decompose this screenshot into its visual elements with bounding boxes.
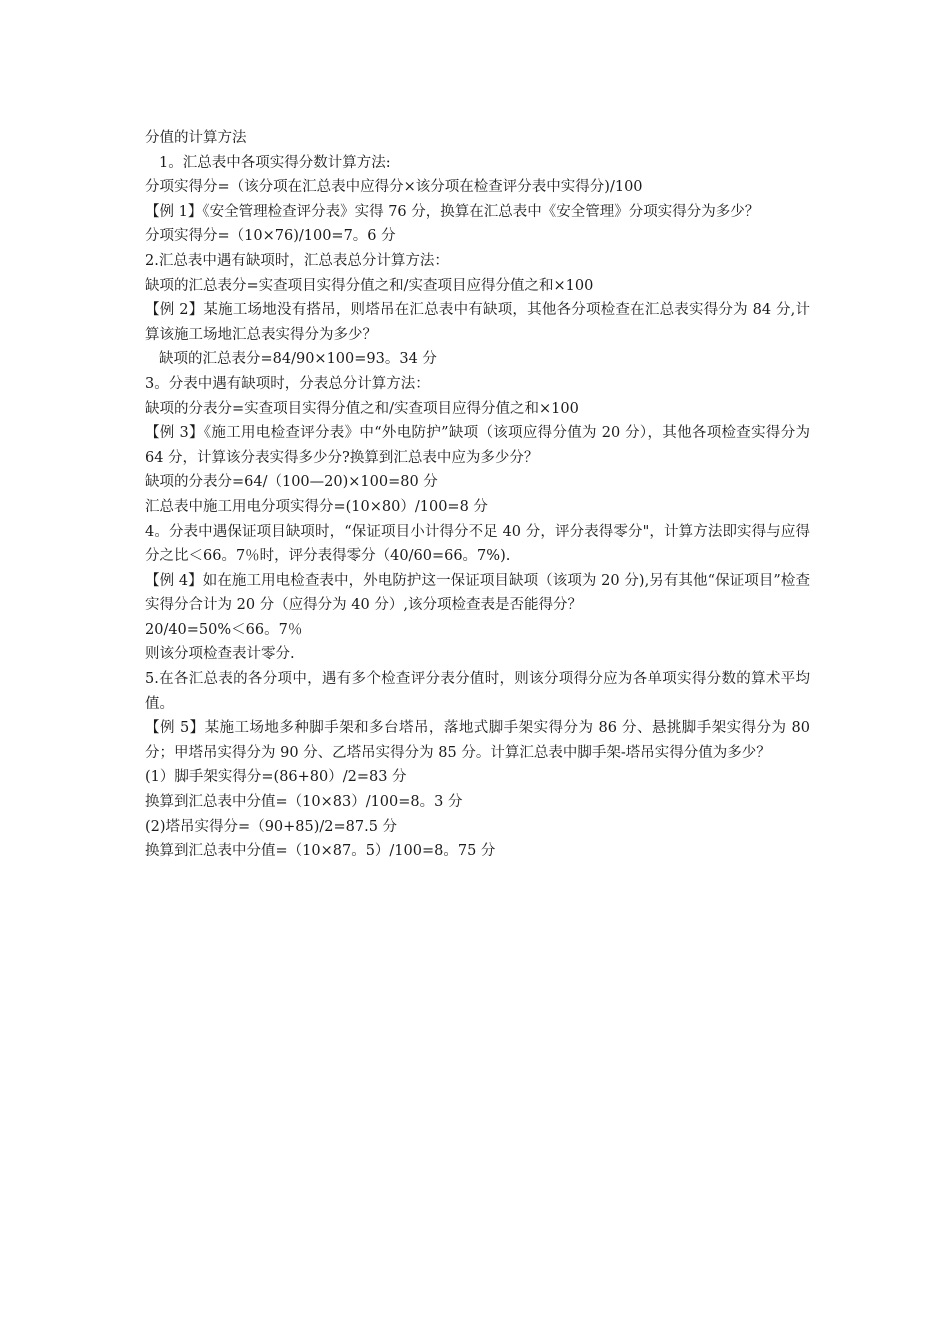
paragraph: 换算到汇总表中分值=（10×83）/100=8。3 分 [145, 794, 463, 811]
example-paragraph: 【例 1】《安全管理检查评分表》实得 76 分，换算在汇总表中《安全管理》分项实得分为多少？ [145, 203, 760, 220]
paragraph: 3。分表中遇有缺项时，分表总分计算方法： [145, 375, 430, 392]
paragraph: 换算到汇总表中分值=（10×87。5）/100=8。75 分 [145, 843, 496, 860]
section-heading: 分值的计算方法 [145, 130, 247, 146]
paragraph: 缺项的分表分=64/（100—20)×100=80 分 [145, 474, 438, 491]
example-paragraph: 【例 2】某施工场地没有搭吊，则塔吊在汇总表中有缺项，其他各分项检查在汇总表实得分为 84 分,计算该施工场地汇总表实得分为多少？ [145, 302, 810, 343]
paragraph: 则该分项检查表计零分. [145, 646, 295, 663]
paragraph: 缺项的分表分=实查项目实得分值之和/实查项目应得分值之和×100 [145, 400, 579, 417]
paragraph: 分项实得分=（该分项在汇总表中应得分×该分项在检查评分表中实得分)/100 [145, 179, 643, 196]
paragraph: 缺项的汇总表分=实查项目实得分值之和/实查项目应得分值之和×100 [145, 277, 594, 294]
paragraph: 汇总表中施工用电分项实得分=(10×80）/100=8 分 [145, 498, 488, 515]
document-body [145, 126, 810, 864]
paragraph: (2)塔吊实得分=（90+85)/2=87.5 分 [145, 818, 398, 835]
paragraph: 2.汇总表中遇有缺项时，汇总表总分计算方法： [145, 252, 449, 269]
paragraph: 缺项的汇总表分=84/90×100=93。34 分 [159, 351, 437, 368]
example-paragraph: 【例 3】《施工用电检查评分表》中“外电防护”缺项（该项应得分值为 20 分），其他各项检查实得分为 64 分，计算该分表实得多少分?换算到汇总表中应为多少分？ [145, 425, 810, 466]
example-paragraph: 【例 5】某施工场地多种脚手架和多台塔吊，落地式脚手架实得分为 86 分、悬挑脚手架实得分为 80 分；甲塔吊实得分为 90 分、乙塔吊实得分为 85 分。计算汇总表中脚手架-塔吊实得分值为多少？ [145, 720, 810, 761]
paragraph: 4。分表中遇保证项目缺项时，“保证项目小计得分不足 40 分，评分表得零分"，计算方法即实得与应得分之比＜66。7％时，评分表得零分（40/60=66。7%). [145, 523, 810, 565]
paragraph: 1。汇总表中各项实得分数计算方法: [159, 154, 391, 171]
paragraph: 20/40=50%＜66。7％ [145, 621, 303, 638]
example-paragraph: 【例 4】如在施工用电检查表中，外电防护这一保证项目缺项（该项为 20 分),另有其他“保证项目”检查实得分合计为 20 分（应得分为 40 分）,该分项检查表是否能得分？ [145, 572, 810, 614]
paragraph: (1）脚手架实得分=(86+80）/2=83 分 [145, 769, 407, 786]
paragraph: 分项实得分=（10×76)/100=7。6 分 [145, 228, 396, 245]
paragraph: 5.在各汇总表的各分项中，遇有多个检查评分表分值时，则该分项得分应为各单项实得分数的算术平均值。 [145, 671, 810, 712]
